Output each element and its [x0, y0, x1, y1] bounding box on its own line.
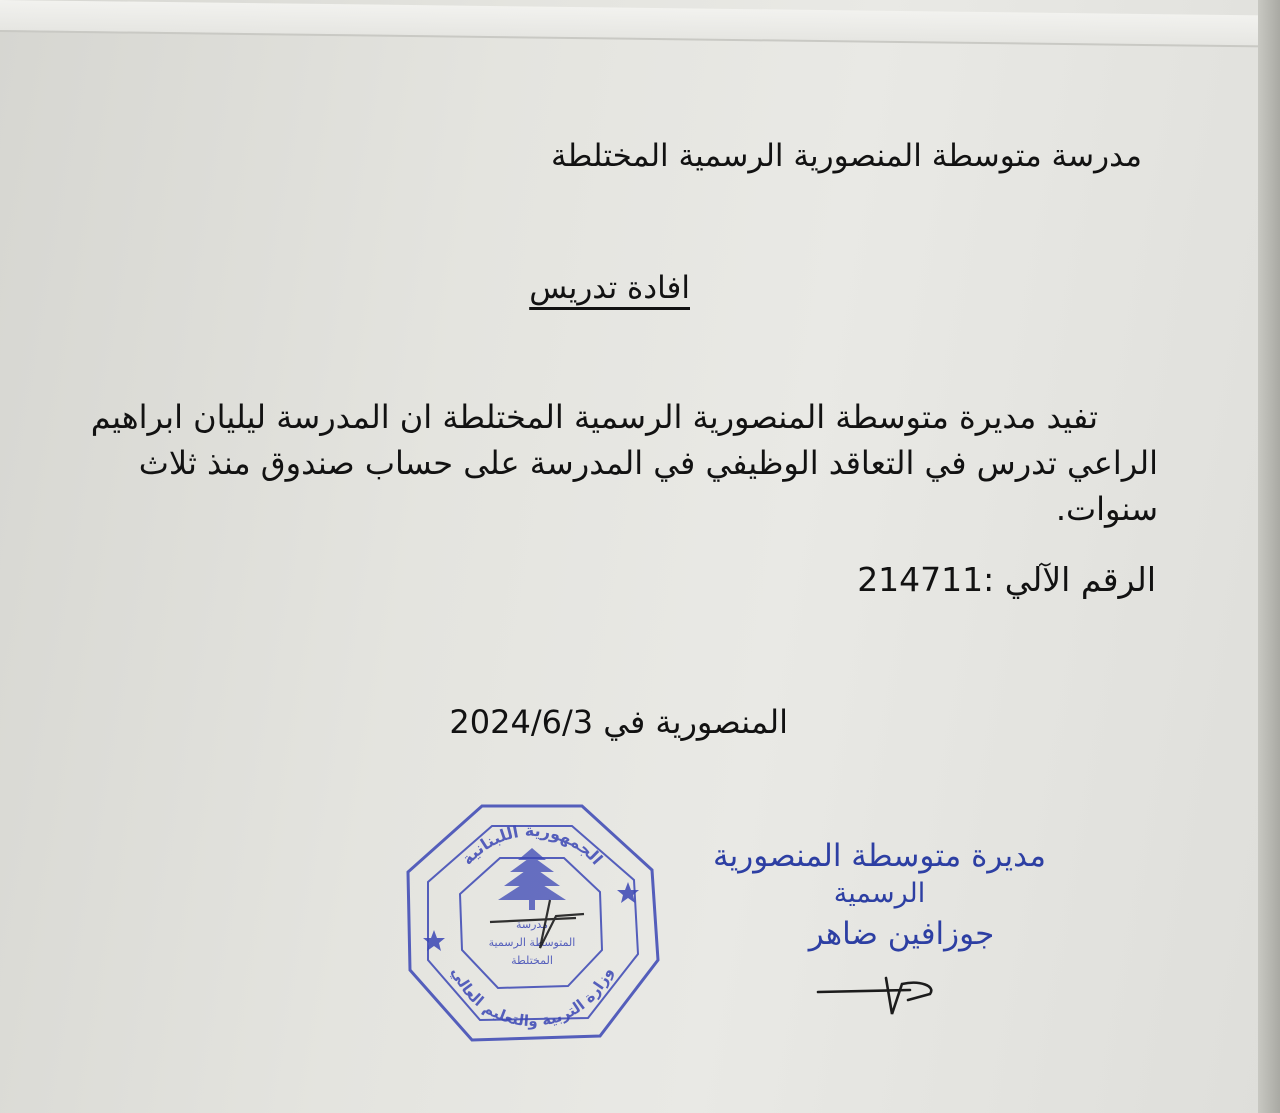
signatory-name: جوزافين ضاهر	[808, 916, 995, 952]
body-line-2: الراعي تدرس في التعاقد الوظيفي في المدرسة على حساب صندوق منذ ثلاث	[138, 444, 1158, 482]
stamp-center-line-1: مدرسة	[515, 918, 549, 931]
official-stamp	[400, 800, 664, 1054]
handwritten-signature	[812, 970, 942, 1024]
document-title: افادة تدريس	[529, 270, 690, 306]
stamp-center-line-3: المختلطة	[511, 954, 553, 967]
reference-number: الرقم الآلي :214711	[857, 560, 1156, 599]
signature-icon	[812, 970, 942, 1020]
place-and-date: المنصورية في 2024/6/3	[449, 703, 788, 741]
signatory-subtitle: الرسمية	[833, 878, 926, 909]
paper-shadow	[1258, 0, 1280, 1113]
body-line-1: تفيد مديرة متوسطة المنصورية الرسمية المختلطة ان المدرسة ليليان ابراهيم	[90, 398, 1098, 436]
stamp-bottom-text: وزارة التربية والتعليم العالي	[447, 964, 617, 1031]
signatory-title: مديرة متوسطة المنصورية	[712, 838, 1046, 874]
stamp-center-line-2: المتوسطة الرسمية	[488, 936, 576, 949]
paper-top-edge	[0, 0, 1262, 47]
signature-block	[713, 835, 1046, 955]
stamp-seal-icon	[400, 800, 664, 1050]
body-line-3: سنوات.	[1055, 490, 1158, 528]
certificate-body	[88, 394, 1158, 532]
school-name-heading: مدرسة متوسطة المنصورية الرسمية المختلطة	[551, 138, 1142, 174]
stamp-top-text: الجمهورية اللبنانية	[457, 820, 607, 869]
svg-text:وزارة التربية والتعليم العالي	[448, 964, 617, 1030]
